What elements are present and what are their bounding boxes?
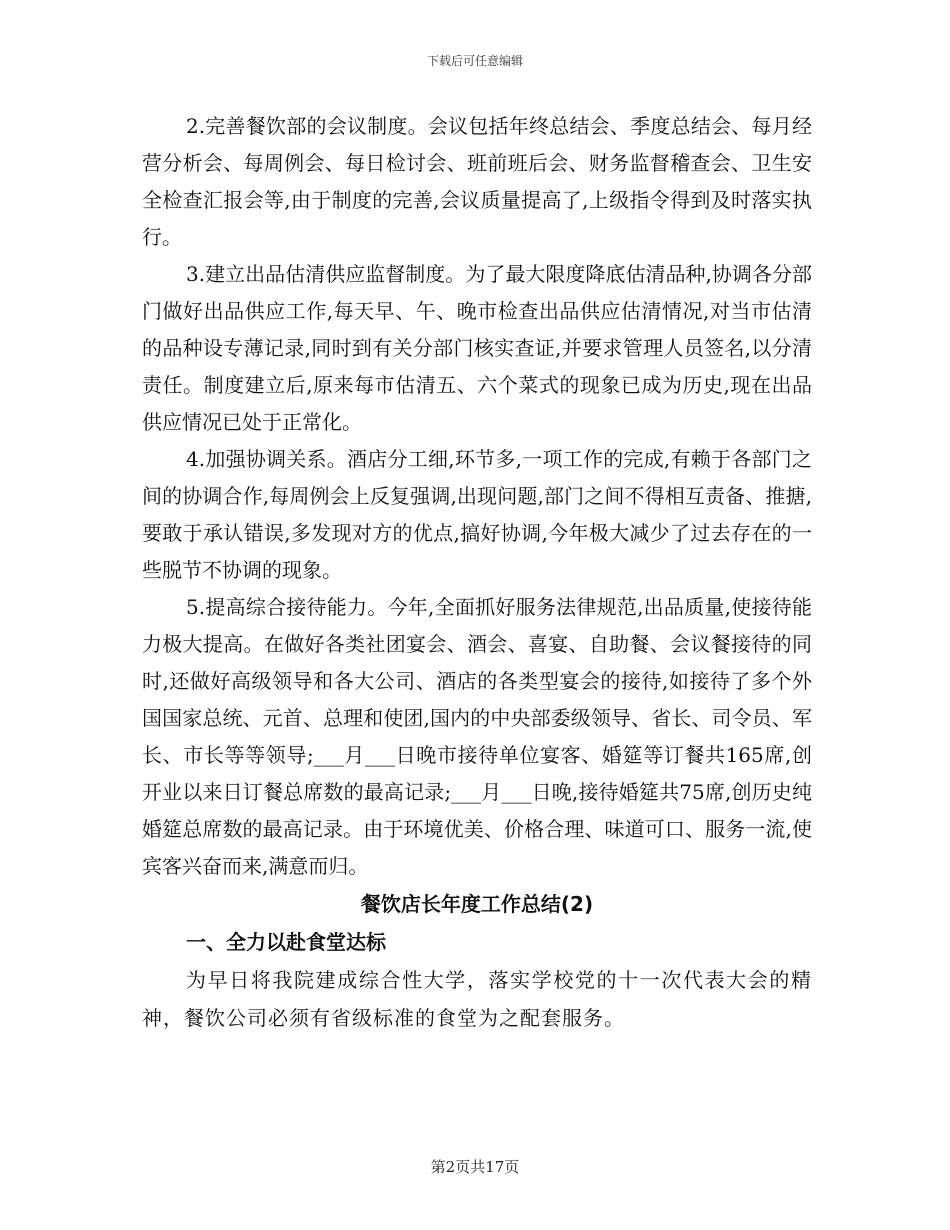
document-body — [142, 108, 812, 1037]
page-footer: 第2页共17页 — [430, 1158, 520, 1176]
section-title: 餐饮店长年度工作总结(2) — [360, 892, 594, 916]
paragraph-coordination: 4.加强协调关系。酒店分工细,环节多,一项工作的完成,有赖于各部门之间的协调合作,每周例会上反复强调,出现问题,部门之间不得相互责备、推搪,要敢于承认错误,多发现对方的优点,搞好协调,今年极大减少了过去存在的一些脱节不协调的现象。 — [142, 447, 812, 582]
section-subheading: 一、全力以赴食堂达标 — [186, 930, 386, 954]
paragraph-supply-supervision: 3.建立出品估清供应监督制度。为了最大限度降底估清品种,协调各分部门做好出品供应工作,每天早、午、晚市检查出品供应估清情况,对当市估清的品种设专薄记录,同时到有关分部门核实查证,并要求管理人员签名,以分清责任。制度建立后,原来每市估清五、六个菜式的现象已成为历史,现在出品供应情况已处于正常化。 — [142, 262, 812, 434]
paragraph-meeting-system: 2.完善餐饮部的会议制度。会议包括年终总结会、季度总结会、每月经营分析会、每周例会、每日检讨会、班前班后会、财务监督稽查会、卫生安全检查汇报会等,由于制度的完善,会议质量提高了,上级指令得到及时落实执行。 — [142, 114, 812, 249]
section-paragraph: 为早日将我院建成综合性大学，落实学校党的十一次代表大会的精神，餐饮公司必须有省级标准的食堂为之配套服务。 — [142, 968, 812, 1030]
header-note: 下载后可任意编辑 — [426, 54, 523, 68]
paragraph-reception-capacity: 5.提高综合接待能力。今年,全面抓好服务法律规范,出品质量,使接待能力极大提高。在做好各类社团宴会、酒会、喜宴、自助餐、会议餐接待的同时,还做好高级领导和各大公司、酒店的各类型宴会的接待,如接待了多个外国国家总统、元首、总理和使团,国内的中央部委级领导、省长、司令员、军长、市长等等领导;___月___日晚市接待单位宴客、婚筵等订餐共165席,创开业以来日订餐总席数的最高记录;___月___日晚,接待婚筵共75席,创历史纯婚筵总席数的最高记录。由于环境优美、价格合理、味道可口、服务一流,使宾客兴奋而来,满意而归。 — [142, 595, 812, 878]
